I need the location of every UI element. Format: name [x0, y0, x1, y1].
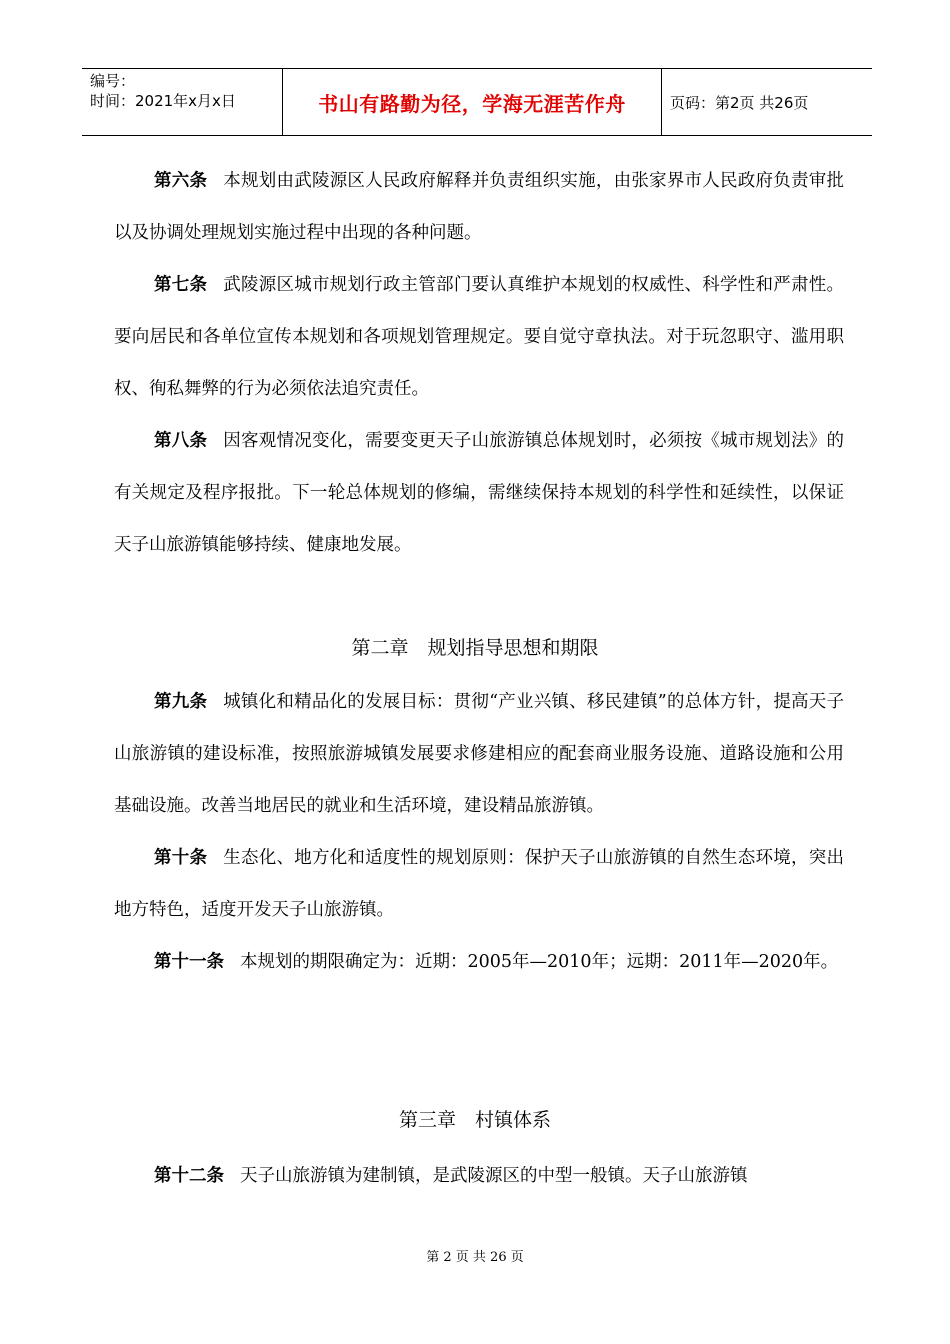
article-label: 第八条 — [154, 431, 208, 451]
article-8 — [114, 415, 844, 571]
article-text: 武陵源区城市规划行政主管部门要认真维护本规划的权威性、科学性和严肃性。要向居民和各单位宣传本规划和各项规划管理规定。要自觉守章执法。对于玩忽职守、滥用职权、徇私舞弊的行为必须依法追究责任。 — [114, 275, 845, 399]
article-text: 因客观情况变化，需要变更天子山旅游镇总体规划时，必须按《城市规划法》的有关规定及程序报批。下一轮总体规划的修编，需继续保持本规划的科学性和延续性，以保证天子山旅游镇能够持续、健康地发展。 — [114, 431, 845, 555]
article-label: 第十二条 — [154, 1166, 224, 1186]
article-label: 第九条 — [154, 692, 208, 712]
article-label: 第十条 — [154, 848, 208, 868]
article-text: 本规划由武陵源区人民政府解释并负责组织实施，由张家界市人民政府负责审批以及协调处理规划实施过程中出现的各种问题。 — [114, 171, 845, 243]
header-page-info: 页码：第2页 共26页 — [670, 93, 809, 112]
chapter-heading: 第二章 规划指导思想和期限 — [351, 637, 599, 659]
article-label: 第十一条 — [154, 952, 224, 972]
article-7 — [114, 259, 844, 415]
document-time-label: 时间：2021年x月x日 — [90, 92, 236, 110]
article-label: 第六条 — [154, 171, 208, 191]
header-motto-cell — [282, 69, 662, 135]
article-11 — [114, 936, 844, 988]
document-header — [82, 68, 872, 136]
article-9 — [114, 676, 844, 832]
article-6 — [114, 155, 844, 259]
page-footer: 第 2 页 共 26 页 — [426, 1250, 524, 1265]
header-meta-cell — [82, 69, 282, 135]
article-text: 生态化、地方化和适度性的规划原则：保护天子山旅游镇的自然生态环境，突出地方特色，适度开发天子山旅游镇。 — [114, 848, 845, 920]
chapter-heading: 第三章 村镇体系 — [398, 1109, 551, 1131]
article-text: 本规划的期限确定为：近期：2005年—2010年；远期：2011年—2020年。 — [240, 952, 839, 972]
header-motto: 书山有路勤为径，学海无涯苦作舟 — [318, 91, 626, 116]
article-text: 城镇化和精品化的发展目标：贯彻“产业兴镇、移民建镇”的总体方针，提高天子山旅游镇的建设标准，按照旅游城镇发展要求修建相应的配套商业服务设施、道路设施和公用基础设施。改善当地居民的就业和生活环境，建设精品旅游镇。 — [114, 692, 845, 816]
article-text: 天子山旅游镇为建制镇，是武陵源区的中型一般镇。天子山旅游镇 — [240, 1166, 748, 1186]
document-number-label: 编号： — [90, 72, 136, 90]
article-12 — [114, 1150, 844, 1202]
article-10 — [114, 832, 844, 936]
article-label: 第七条 — [154, 275, 208, 295]
